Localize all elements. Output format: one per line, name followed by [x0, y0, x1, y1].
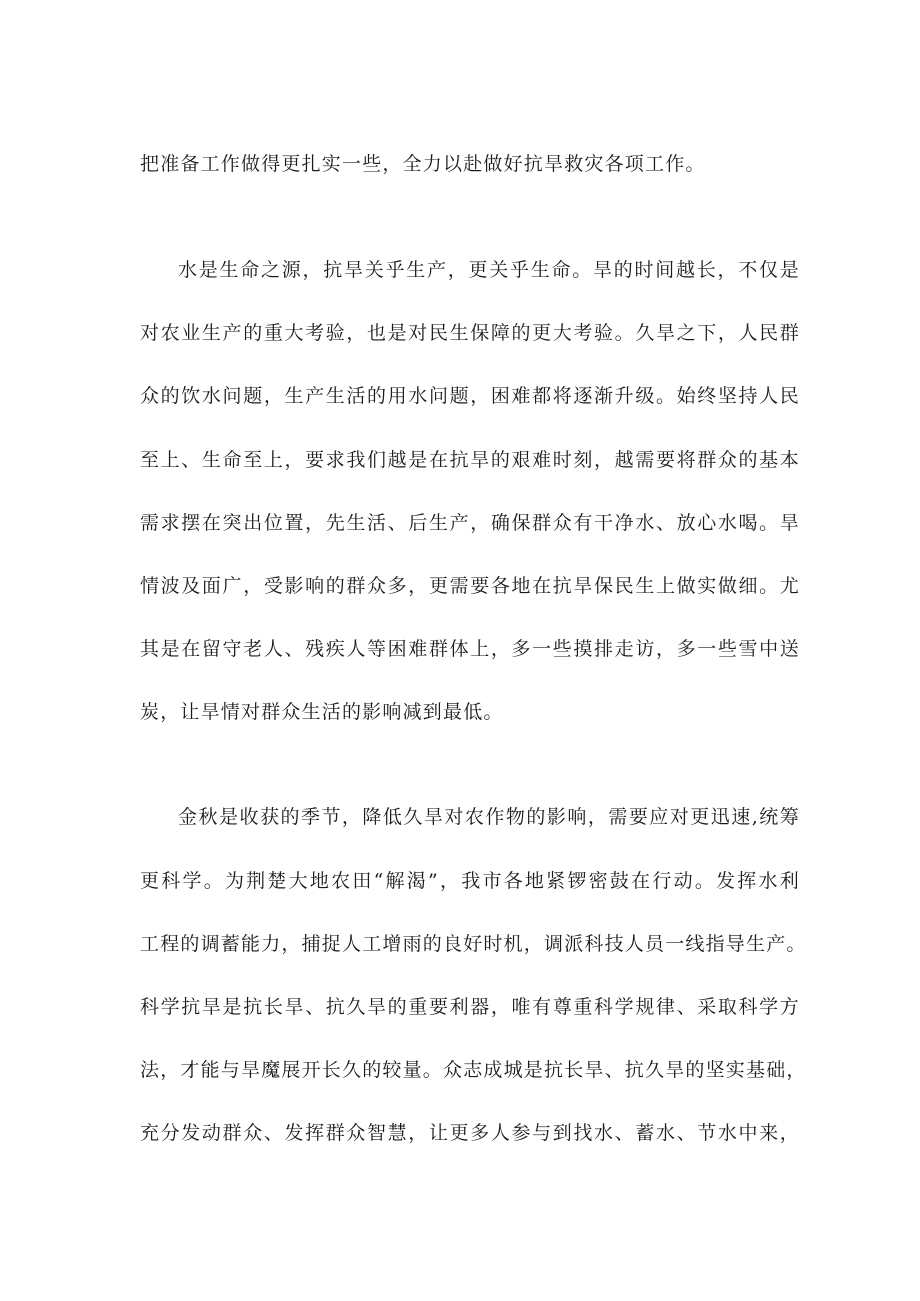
text-line: 对农业生产的重大考验，也是对民生保障的更大考验。久旱之下，人民群	[140, 322, 800, 344]
text-line: 把准备工作做得更扎实一些，全力以赴做好抗旱救灾各项工作。	[140, 153, 706, 175]
text-line: 充分发动群众、发挥群众智慧，让更多人参与到找水、蓄水、节水中来，	[140, 1122, 800, 1144]
text-line: 需求摆在突出位置，先生活、后生产，确保群众有干净水、放心水喝。旱	[140, 512, 800, 534]
text-line: 情波及面广，受影响的群众多，更需要各地在抗旱保民生上做实做细。尤	[140, 575, 800, 597]
text-line: 工程的调蓄能力，捕捉人工增雨的良好时机，调派科技人员一线指导生产。	[140, 933, 807, 955]
text-line: 科学抗旱是抗长旱、抗久旱的重要利器，唯有尊重科学规律、采取科学方	[140, 996, 800, 1018]
text-line: 众的饮水问题，生产生活的用水问题，困难都将逐渐升级。始终坚持人民	[140, 385, 800, 407]
text-line: 其是在留守老人、残疾人等困难群体上，多一些摸排走访，多一些雪中送	[140, 638, 800, 660]
text-line: 法，才能与旱魔展开长久的较量。众志成城是抗长旱、抗久旱的坚实基础，	[140, 1059, 807, 1081]
paragraph-first-line: 水是生命之源，抗旱关乎生产，更关乎生命。旱的时间越长，不仅是	[178, 259, 800, 281]
paragraph-first-line: 金秋是收获的季节，降低久旱对农作物的影响，需要应对更迅速,统筹	[178, 806, 800, 828]
text-line: 至上、生命至上，要求我们越是在抗旱的艰难时刻，越需要将群众的基本	[140, 449, 800, 471]
text-line: 炭，让旱情对群众生活的影响减到最低。	[140, 701, 504, 723]
text-line: 更科学。为荆楚大地农田“解渴”，我市各地紧锣密鼓在行动。发挥水利	[140, 870, 800, 892]
